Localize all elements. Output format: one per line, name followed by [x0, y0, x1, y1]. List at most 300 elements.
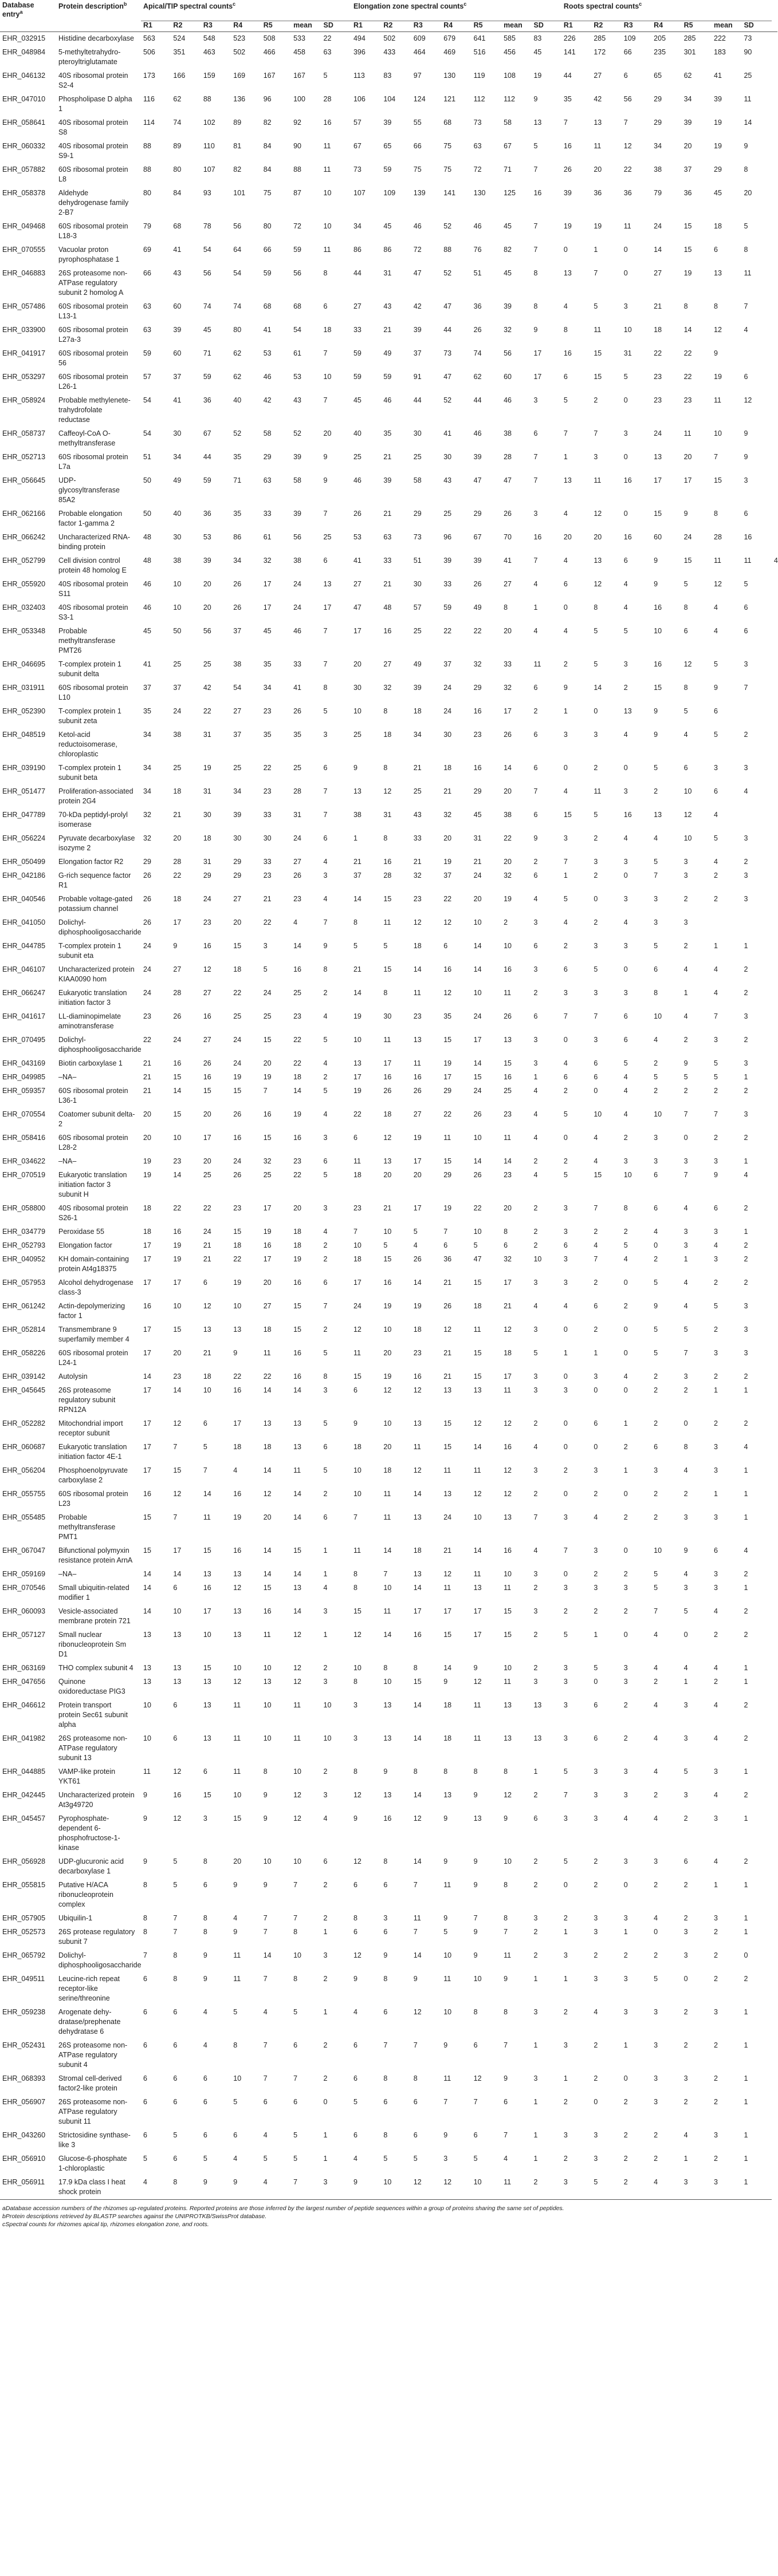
count-cell: 6 — [744, 627, 748, 635]
count-cell: 35 — [563, 95, 572, 103]
count-cell: 2 — [744, 965, 748, 973]
database-entry-cell: EHR_060093 — [2, 1607, 46, 1615]
header-apical-tip: Apical/TIP spectral counts$^c$ — [141, 0, 351, 21]
count-cell: 458 — [293, 48, 305, 56]
count-cell: 62 — [233, 349, 242, 357]
count-cell: 3 — [714, 1513, 718, 1521]
subheader-r4: R4 — [233, 21, 243, 29]
count-cell: 16 — [293, 1349, 302, 1357]
count-cell: 6 — [233, 2131, 238, 2139]
count-cell: 4 — [654, 1734, 658, 1742]
count-cell: 4 — [323, 1814, 328, 1822]
count-cell: 2 — [323, 1490, 328, 1498]
table-row — [0, 625, 777, 658]
count-cell: 24 — [203, 895, 211, 903]
count-cell: 3 — [563, 834, 568, 842]
table-row — [0, 1323, 777, 1347]
count-cell: 16 — [504, 1443, 512, 1451]
count-cell: 18 — [383, 731, 392, 739]
count-cell: 3 — [714, 1228, 718, 1236]
count-cell: 60 — [173, 349, 182, 357]
count-cell: 20 — [263, 1513, 272, 1521]
database-entry-cell: EHR_070495 — [2, 1036, 46, 1044]
count-cell: 67 — [353, 142, 362, 150]
count-cell: 49 — [413, 660, 422, 668]
count-cell: 3 — [623, 787, 628, 795]
count-cell: 2 — [714, 1326, 718, 1334]
count-cell: 10 — [173, 603, 182, 612]
count-cell: 10 — [323, 373, 332, 381]
count-cell: 31 — [383, 811, 392, 819]
count-cell: 508 — [263, 34, 276, 42]
protein-description-cell: Proliferation-associated protein 2G4 — [58, 787, 133, 805]
database-entry-cell: EHR_059357 — [2, 1087, 46, 1095]
count-cell: 0 — [563, 1443, 568, 1451]
database-entry-cell: EHR_049985 — [2, 1073, 46, 1081]
count-cell: 1 — [594, 246, 598, 254]
count-cell: 7 — [173, 1443, 178, 1451]
count-cell: 13 — [203, 1678, 211, 1686]
count-cell: 79 — [654, 189, 662, 197]
table-row — [0, 1253, 777, 1276]
count-cell: 3 — [353, 1734, 357, 1742]
count-cell: 26 — [413, 1087, 422, 1095]
count-cell: 3 — [683, 1157, 688, 1165]
table-row — [0, 1789, 777, 1812]
count-cell: 63 — [383, 533, 392, 541]
count-cell: 20 — [203, 603, 211, 612]
count-cell: 2 — [683, 2098, 688, 2106]
count-cell: 3 — [744, 476, 748, 484]
count-cell: 23 — [654, 373, 662, 381]
count-cell: 2 — [683, 2041, 688, 2049]
count-cell: 0 — [563, 1570, 568, 1578]
count-cell: 7 — [683, 1349, 688, 1357]
table-row — [0, 1812, 777, 1855]
count-cell: 17 — [504, 1279, 512, 1287]
count-cell: 7 — [594, 429, 598, 437]
count-cell: 18 — [293, 1228, 302, 1236]
count-cell: 20 — [744, 189, 752, 197]
count-cell: 32 — [504, 1255, 512, 1263]
count-cell: 13 — [413, 1419, 422, 1427]
count-cell: 79 — [143, 222, 151, 230]
count-cell: 5 — [594, 302, 598, 310]
count-cell: 10 — [353, 1466, 362, 1474]
count-cell: 3 — [563, 2178, 568, 2186]
count-cell: 12 — [504, 1466, 512, 1474]
count-cell: 3 — [744, 1012, 748, 1020]
count-cell: 17 — [383, 1059, 392, 1067]
count-cell: 15 — [233, 1087, 242, 1095]
count-cell: 0 — [683, 1134, 688, 1142]
count-cell: 34 — [413, 731, 422, 739]
count-cell: 44 — [203, 453, 211, 461]
count-cell: 11 — [383, 918, 391, 926]
count-cell: 71 — [504, 165, 512, 173]
count-cell: 8 — [383, 1975, 388, 1983]
count-cell: 4 — [714, 1734, 718, 1742]
count-cell: 101 — [233, 189, 246, 197]
count-cell: 5 — [683, 1073, 688, 1081]
count-cell: 0 — [563, 1490, 568, 1498]
count-cell: 14 — [263, 1547, 272, 1555]
count-cell: 13 — [293, 1443, 302, 1451]
table-row — [0, 1441, 777, 1464]
count-cell: 7 — [714, 453, 718, 461]
database-entry-cell: EHR_052431 — [2, 2041, 46, 2049]
footnote: aDatabase accession numbers of the rhizomes up-regulated proteins. Reported proteins are those inferred by the largest number of peptide sequences within a group of proteins sharing the same set of peptides. — [0, 2200, 772, 2213]
count-cell: 91 — [413, 373, 422, 381]
count-cell: 14 — [143, 1584, 151, 1592]
count-cell: 2 — [623, 1443, 628, 1451]
count-cell: 14 — [413, 1701, 422, 1709]
count-cell: 5 — [654, 1570, 658, 1578]
count-cell: 10 — [383, 1419, 392, 1427]
count-cell: 46 — [293, 627, 302, 635]
count-cell: 9 — [203, 1975, 207, 1983]
count-cell: 5 — [594, 1664, 598, 1672]
count-cell: 6 — [323, 764, 328, 772]
database-entry-cell: EHR_056928 — [2, 1857, 46, 1865]
table-row — [0, 163, 777, 187]
subheader-r5: R5 — [473, 21, 483, 29]
count-cell: 22 — [353, 1110, 362, 1118]
count-cell: 17 — [203, 1134, 211, 1142]
count-cell: 6 — [533, 1012, 538, 1020]
count-cell: 4 — [323, 1012, 328, 1020]
protein-description-cell: Biotin carboxylase 1 — [58, 1059, 123, 1067]
count-cell: 21 — [504, 1302, 512, 1310]
database-entry-cell: EHR_056224 — [2, 834, 46, 842]
table-row — [0, 1084, 777, 1108]
count-cell: 5 — [714, 1073, 718, 1081]
count-cell: 5 — [683, 580, 688, 588]
database-entry-cell: EHR_052713 — [2, 453, 46, 461]
database-entry-cell: EHR_070519 — [2, 1171, 46, 1179]
count-cell: 3 — [563, 989, 568, 997]
count-cell: 28 — [504, 453, 512, 461]
count-cell: 27 — [173, 965, 182, 973]
count-cell: 5 — [383, 2155, 388, 2163]
count-cell: 7 — [504, 2131, 508, 2139]
count-cell: 9 — [654, 1302, 658, 1310]
count-cell: 5 — [623, 627, 628, 635]
count-cell: 20 — [473, 895, 482, 903]
count-cell: 4 — [533, 1443, 538, 1451]
count-cell: 4 — [594, 1157, 598, 1165]
count-cell: 5 — [323, 1171, 328, 1179]
count-cell: 80 — [173, 165, 182, 173]
count-cell: 75 — [413, 165, 422, 173]
count-cell: 41 — [173, 396, 182, 404]
count-cell: 28 — [173, 858, 182, 866]
database-entry-cell: EHR_058226 — [2, 1349, 46, 1357]
count-cell: 13 — [533, 119, 542, 127]
count-cell: 2 — [323, 1255, 328, 1263]
count-cell: 7 — [413, 2041, 418, 2049]
count-cell: 13 — [443, 1791, 452, 1799]
count-cell: 13 — [563, 269, 572, 277]
count-cell: 24 — [473, 1012, 482, 1020]
count-cell: 6 — [323, 834, 328, 842]
count-cell: 7 — [323, 627, 328, 635]
count-cell: 14 — [413, 965, 422, 973]
count-cell: 1 — [744, 2131, 748, 2139]
count-cell: 10 — [504, 942, 512, 950]
count-cell: 30 — [173, 429, 182, 437]
count-cell: 1 — [533, 2098, 538, 2106]
database-entry-cell: EHR_055920 — [2, 580, 46, 588]
table-row — [0, 1033, 777, 1057]
count-cell: 1 — [563, 1975, 568, 1983]
count-cell: 97 — [413, 72, 422, 80]
count-cell: 1 — [623, 1419, 628, 1427]
count-cell: 52 — [233, 429, 242, 437]
count-cell: 10 — [473, 918, 482, 926]
footnote: bProtein descriptions retrieved by BLASTP searches against the UNIPROTKB/SwissProt database. — [2, 2213, 267, 2220]
count-cell: 41 — [443, 429, 452, 437]
count-cell: 109 — [623, 34, 636, 42]
table-row — [0, 1949, 777, 1973]
count-cell: 0 — [594, 2098, 598, 2106]
count-cell: 25 — [443, 510, 452, 518]
count-cell: 1 — [744, 1814, 748, 1822]
count-cell: 5 — [353, 2098, 357, 2106]
count-cell: 21 — [383, 453, 392, 461]
protein-description-cell: T-complex protein 1 subunit eta — [58, 942, 121, 960]
count-cell: 29 — [473, 787, 482, 795]
count-cell: 45 — [353, 396, 362, 404]
protein-description-cell: THO complex subunit 4 — [58, 1664, 133, 1672]
count-cell: 8 — [413, 2074, 418, 2082]
count-cell: 6 — [504, 1241, 508, 1249]
protein-description-cell: Stromal cell-derived factor2-like protein — [58, 2074, 122, 2092]
count-cell: 641 — [473, 34, 486, 42]
count-cell: 3 — [714, 1814, 718, 1822]
count-cell: 3 — [654, 2041, 658, 2049]
count-cell: 31 — [203, 858, 211, 866]
count-cell: 10 — [654, 1012, 662, 1020]
count-cell: 32 — [504, 326, 512, 334]
count-cell: 15 — [714, 476, 722, 484]
count-cell: 15 — [263, 1134, 272, 1142]
count-cell: 41 — [293, 684, 302, 692]
count-cell: 3 — [563, 1513, 568, 1521]
count-cell: 20 — [683, 453, 692, 461]
count-cell: 8 — [353, 1768, 357, 1776]
count-cell: 13 — [473, 1386, 482, 1394]
table-row — [0, 531, 777, 554]
count-cell: 66 — [143, 269, 151, 277]
table-row — [0, 300, 777, 324]
count-cell: 46 — [413, 222, 422, 230]
count-cell: 16 — [323, 119, 332, 127]
database-entry-cell: EHR_056907 — [2, 2098, 46, 2106]
count-cell: 12 — [744, 396, 752, 404]
count-cell: 30 — [173, 533, 182, 541]
count-cell: 6 — [203, 1768, 207, 1776]
count-cell: 56 — [504, 349, 512, 357]
count-cell: 19 — [594, 222, 602, 230]
count-cell: 96 — [443, 533, 452, 541]
count-cell: 46 — [143, 580, 151, 588]
count-cell: 25 — [323, 533, 332, 541]
count-cell: 3 — [533, 918, 538, 926]
count-cell: 10 — [623, 1171, 632, 1179]
count-cell: 11 — [623, 222, 631, 230]
database-entry-cell: EHR_051477 — [2, 787, 46, 795]
count-cell: 49 — [383, 349, 392, 357]
count-cell: 45 — [504, 269, 512, 277]
count-cell: 3 — [533, 1570, 538, 1578]
count-cell: 10 — [383, 1584, 392, 1592]
table-row — [0, 1926, 777, 1949]
count-cell: 11 — [473, 1326, 481, 1334]
count-cell: 1 — [563, 1928, 568, 1936]
count-cell: 39 — [383, 476, 392, 484]
count-cell: 2 — [533, 1490, 538, 1498]
count-cell: 2 — [623, 1951, 628, 1959]
table-row — [0, 963, 777, 987]
count-cell: 53 — [263, 349, 272, 357]
count-cell: 1 — [594, 1349, 598, 1357]
count-cell: 3 — [563, 1584, 568, 1592]
count-cell: 173 — [143, 72, 155, 80]
count-cell: 65 — [654, 72, 662, 80]
protein-description-cell: Eukaryotic translation initiation factor 3 — [58, 989, 127, 1007]
count-cell: 13 — [173, 1631, 182, 1639]
count-cell: 15 — [594, 349, 602, 357]
count-cell: 3 — [594, 1768, 598, 1776]
count-cell: 32 — [383, 684, 392, 692]
count-cell: 18 — [203, 834, 211, 842]
count-cell: 18 — [473, 1302, 482, 1310]
count-cell: 87 — [293, 189, 302, 197]
count-cell: 3 — [623, 429, 628, 437]
count-cell: 58 — [263, 429, 272, 437]
count-cell: 5 — [654, 942, 658, 950]
count-cell: 26 — [473, 1171, 482, 1179]
count-cell: 46 — [353, 476, 362, 484]
count-cell: 3 — [533, 2074, 538, 2082]
count-cell: 6 — [533, 811, 538, 819]
count-cell: 3 — [594, 2131, 598, 2139]
table-row — [0, 1417, 777, 1441]
count-cell: 45 — [383, 222, 392, 230]
count-cell: 0 — [623, 1349, 628, 1357]
count-cell: 16 — [203, 1073, 211, 1081]
subheader-r2: R2 — [594, 21, 603, 29]
count-cell: 54 — [143, 396, 151, 404]
count-cell: 5 — [383, 942, 388, 950]
count-cell: 21 — [443, 1279, 452, 1287]
count-cell: 6 — [383, 2008, 388, 2016]
count-cell: 13 — [563, 476, 572, 484]
count-cell: 2 — [654, 1386, 658, 1394]
count-cell: 17 — [143, 1326, 151, 1334]
count-cell: 5 — [594, 965, 598, 973]
count-cell: 27 — [233, 895, 242, 903]
protein-description-cell: 17.9 kDa class I heat shock protein — [58, 2178, 125, 2196]
count-cell: 10 — [504, 1857, 512, 1865]
count-cell: 8 — [504, 1914, 508, 1922]
count-cell: 24 — [143, 989, 151, 997]
count-cell: 2 — [594, 1857, 598, 1865]
count-cell: 3 — [323, 871, 328, 879]
count-cell: 235 — [654, 48, 666, 56]
count-cell: 4 — [623, 1087, 628, 1095]
count-cell: 5 — [654, 1073, 658, 1081]
count-cell: 2 — [563, 942, 568, 950]
count-cell: 6 — [203, 1419, 207, 1427]
count-cell: 2 — [533, 1631, 538, 1639]
count-cell: 3 — [533, 965, 538, 973]
count-cell: 2 — [323, 1664, 328, 1672]
count-cell: 41 — [504, 557, 512, 565]
database-entry-cell: EHR_039190 — [2, 764, 46, 772]
protein-description-cell: 40S ribosomal protein S9-1 — [58, 142, 128, 160]
count-cell: 30 — [233, 834, 242, 842]
table-row — [0, 243, 777, 267]
count-cell: 14 — [173, 1570, 182, 1578]
count-cell: 2 — [533, 1241, 538, 1249]
protein-description-cell: T-complex protein 1 subunit zeta — [58, 707, 121, 725]
subheader-r4: R4 — [443, 21, 453, 29]
protein-description-cell: Protein transport protein Sec61 subunit alpha — [58, 1701, 128, 1729]
count-cell: 26 — [293, 707, 302, 715]
count-cell: 6 — [383, 1928, 388, 1936]
count-cell: 6 — [533, 684, 538, 692]
count-cell: 39 — [413, 326, 422, 334]
count-cell: 34 — [233, 557, 242, 565]
protein-description-cell: Quinone oxidoreductase PIG3 — [58, 1678, 125, 1695]
count-cell: 14 — [293, 1607, 302, 1615]
protein-description-cell: VAMP-like protein YKT61 — [58, 1768, 116, 1785]
count-cell: 2 — [714, 1372, 718, 1380]
count-cell: 10 — [233, 1664, 242, 1672]
count-cell: 8 — [714, 510, 718, 518]
count-cell: 32 — [263, 1157, 272, 1165]
count-cell: 48 — [143, 533, 151, 541]
count-cell: 13 — [504, 1036, 512, 1044]
count-cell: 78 — [203, 222, 211, 230]
count-cell: 11 — [504, 1678, 512, 1686]
protein-description-cell: 60S ribosomal protein 56 — [58, 349, 128, 367]
count-cell: 13 — [654, 453, 662, 461]
count-cell: 67 — [473, 533, 482, 541]
count-cell: 3 — [623, 1857, 628, 1865]
count-cell: 86 — [383, 246, 392, 254]
count-cell: 8 — [293, 1975, 298, 1983]
count-cell: 15 — [203, 1664, 211, 1672]
count-cell: 88 — [143, 142, 151, 150]
count-cell: 59 — [143, 349, 151, 357]
count-cell: 32 — [504, 871, 512, 879]
table-row — [0, 1699, 777, 1732]
count-cell: 75 — [443, 165, 452, 173]
count-cell: 17 — [473, 1631, 482, 1639]
count-cell: 9 — [714, 1171, 718, 1179]
count-cell: 39 — [714, 95, 722, 103]
count-cell: 11 — [443, 2074, 451, 2082]
count-cell: 2 — [683, 1386, 688, 1394]
count-cell: 6 — [413, 2098, 418, 2106]
count-cell: 4 — [683, 731, 688, 739]
count-cell: 3 — [623, 1914, 628, 1922]
count-cell: 28 — [714, 533, 722, 541]
count-cell: 3 — [323, 1134, 328, 1142]
